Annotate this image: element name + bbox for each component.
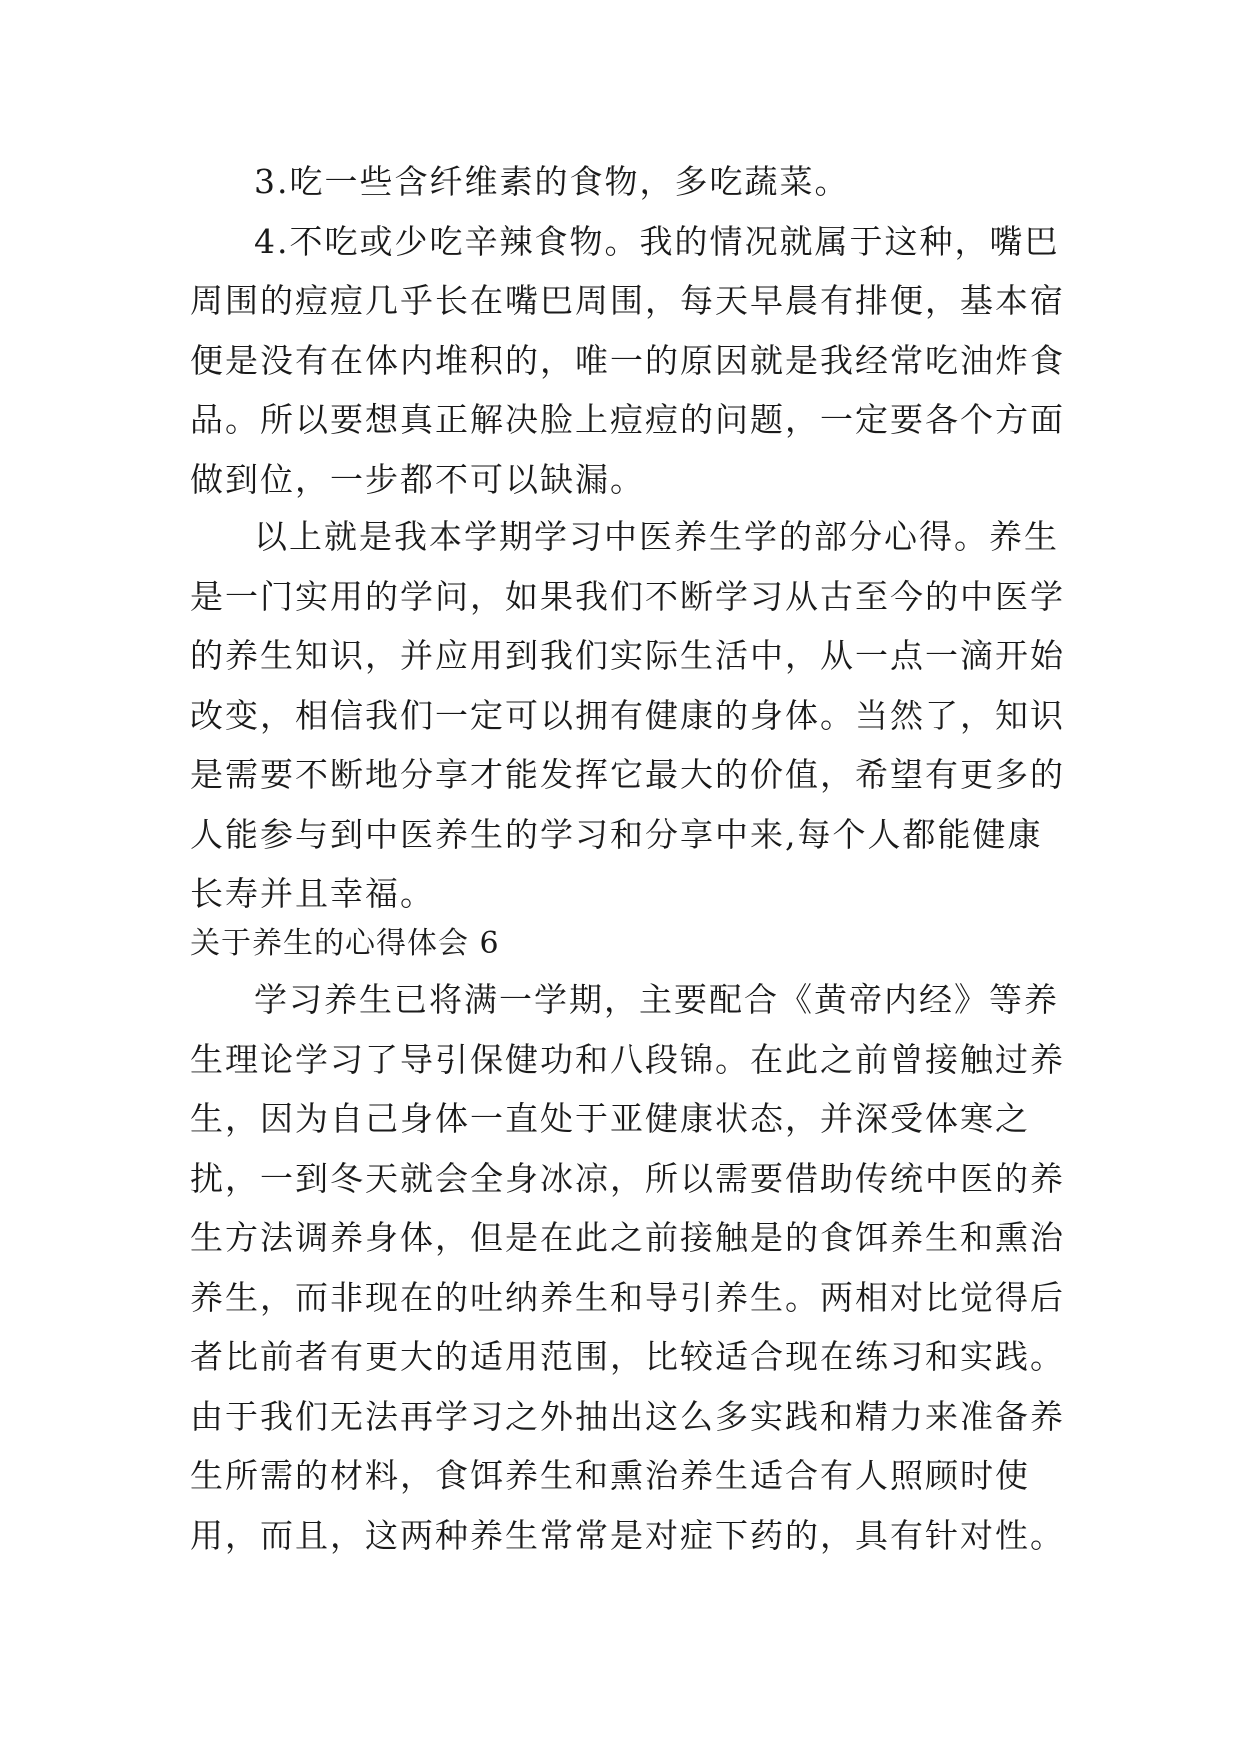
paragraph-conclusion: 以上就是我本学期学习中医养生学的部分心得。养生是一门实用的学问，如果我们不断学习从古至今的中医学的养生知识，并应用到我们实际生活中，从一点一滴开始改变，相信我们一定可以拥有健康的身体。当然了，知识是需要不断地分享才能发挥它最大的价值，希望有更多的人能参与到中医养生的学习和分享中来,每个人都能健康长寿并且幸福。 bbox=[190, 517, 1065, 913]
paragraph-item-4: 4.不吃或少吃辛辣食物。我的情况就属于这种，嘴巴周围的痘痘几乎长在嘴巴周围，每天早晨有排便，基本宿便是没有在体内堆积的，唯一的原因就是我经常吃油炸食品。所以要想真正解决脸上痘痘的问题，一定要各个方面做到位，一步都不可以缺漏。 bbox=[190, 221, 1065, 499]
section-6-body bbox=[190, 970, 1070, 1565]
paragraph-item-3: 3.吃一些含纤维素的食物，多吃蔬菜。 bbox=[254, 162, 850, 201]
previous-section-conclusion bbox=[190, 507, 1070, 924]
paragraph-section-6: 学习养生已将满一学期，主要配合《黄帝内经》等养生理论学习了导引保健功和八段锦。在此之前曾接触过养生，因为自己身体一直处于亚健康状态，并深受体寒之扰，一到冬天就会全身冰凉，所以需要借助传统中医的养生方法调养身体，但是在此之前接触是的食饵养生和熏治养生，而非现在的吐纳养生和导引养生。两相对比觉得后者比前者有更大的适用范围，比较适合现在练习和实践。由于我们无法再学习之外抽出这么多实践和精力来准备养生所需的材料，食饵养生和熏治养生适合有人照顾时使用，而且，这两种养生常常是对症下药的，具有针对性。 bbox=[190, 980, 1065, 1555]
section-heading: 关于养生的心得体会 6 bbox=[190, 926, 500, 961]
previous-section-body bbox=[190, 152, 1070, 509]
